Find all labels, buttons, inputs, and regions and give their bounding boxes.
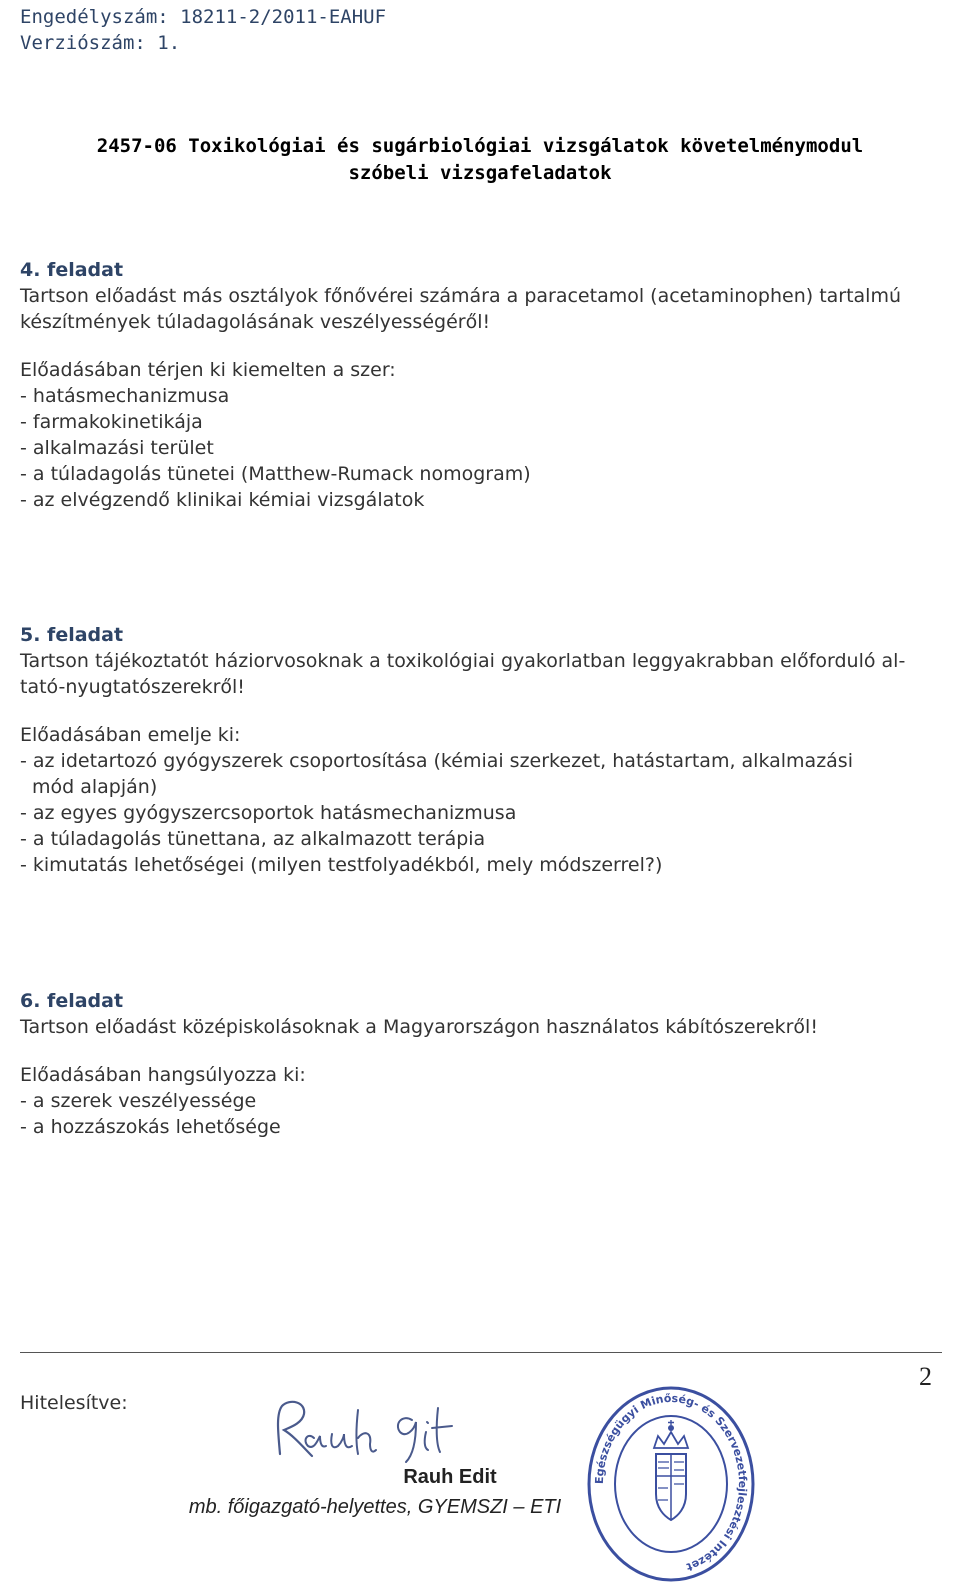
task-4-intro-line: készítmények túladagolásának veszélyességéről! — [20, 311, 491, 333]
task-4-intro-line: Tartson előadást más osztályok főnővérei számára a paracetamol (acetaminophen) tartalmú — [20, 285, 902, 307]
task-5 — [20, 622, 940, 878]
page-number: 2 — [919, 1362, 932, 1391]
task-4 — [20, 257, 940, 513]
footer-divider — [20, 1352, 942, 1353]
task-5-item-continuation: mód alapján) — [32, 776, 158, 798]
signer-role: mb. főigazgató-helyettes, GYEMSZI – ETI — [188, 1496, 562, 1518]
task-4-item: - alkalmazási terület — [20, 437, 214, 459]
task-4-focus-label: Előadásában térjen ki kiemelten a szer: — [20, 359, 396, 381]
task-6-heading: 6. feladat — [20, 990, 124, 1012]
task-6-intro-line: Tartson előadást középiskolásoknak a Magyarországon használatos kábítószerekről! — [20, 1016, 818, 1038]
task-5-item: - az idetartozó gyógyszerek csoportosítása (kémiai szerkezet, hatástartam, alkalmazási — [20, 750, 853, 772]
title-line-1: 2457-06 Toxikológiai és sugárbiológiai vizsgálatok követelménymodul — [96, 135, 864, 157]
task-5-intro-line: tató-nyugtatószerekről! — [20, 676, 245, 698]
official-seal-icon — [586, 1384, 756, 1584]
task-4-item: - hatásmechanizmusa — [20, 385, 230, 407]
task-5-intro-line: Tartson tájékoztatót háziorvosoknak a toxikológiai gyakorlatban leggyakrabban előforduló al- — [20, 650, 906, 672]
license-number: Engedélyszám: 18211-2/2011-EAHUF — [20, 6, 387, 28]
certify-label: Hitelesítve: — [20, 1392, 128, 1414]
task-5-heading: 5. feladat — [20, 624, 124, 646]
document-header — [20, 4, 386, 56]
task-4-item: - az elvégzendő klinikai kémiai vizsgálatok — [20, 489, 425, 511]
task-6-item: - a hozzászokás lehetősége — [20, 1116, 281, 1138]
task-6-focus-label: Előadásában hangsúlyozza ki: — [20, 1064, 306, 1086]
document-title — [0, 133, 960, 187]
signer-name: Rauh Edit — [403, 1466, 497, 1488]
task-4-heading: 4. feladat — [20, 259, 124, 281]
task-6-item: - a szerek veszélyessége — [20, 1090, 257, 1112]
version-number: Verziószám: 1. — [20, 32, 181, 54]
task-5-focus-label: Előadásában emelje ki: — [20, 724, 241, 746]
task-4-item: - farmakokinetikája — [20, 411, 203, 433]
task-5-item: - kimutatás lehetőségei (milyen testfolyadékból, mely módszerrel?) — [20, 854, 663, 876]
handwritten-signature — [262, 1392, 482, 1472]
task-6 — [20, 988, 940, 1140]
task-4-item: - a túladagolás tünetei (Matthew-Rumack nomogram) — [20, 463, 531, 485]
task-5-item: - az egyes gyógyszercsoportok hatásmechanizmusa — [20, 802, 517, 824]
title-line-2: szóbeli vizsgafeladatok — [348, 162, 612, 184]
seal-ring-text: Egészségügyi Minőség- és Szervezetfejlesztési Intézet — [592, 1391, 750, 1574]
task-5-item: - a túladagolás tünettana, az alkalmazott terápia — [20, 828, 486, 850]
